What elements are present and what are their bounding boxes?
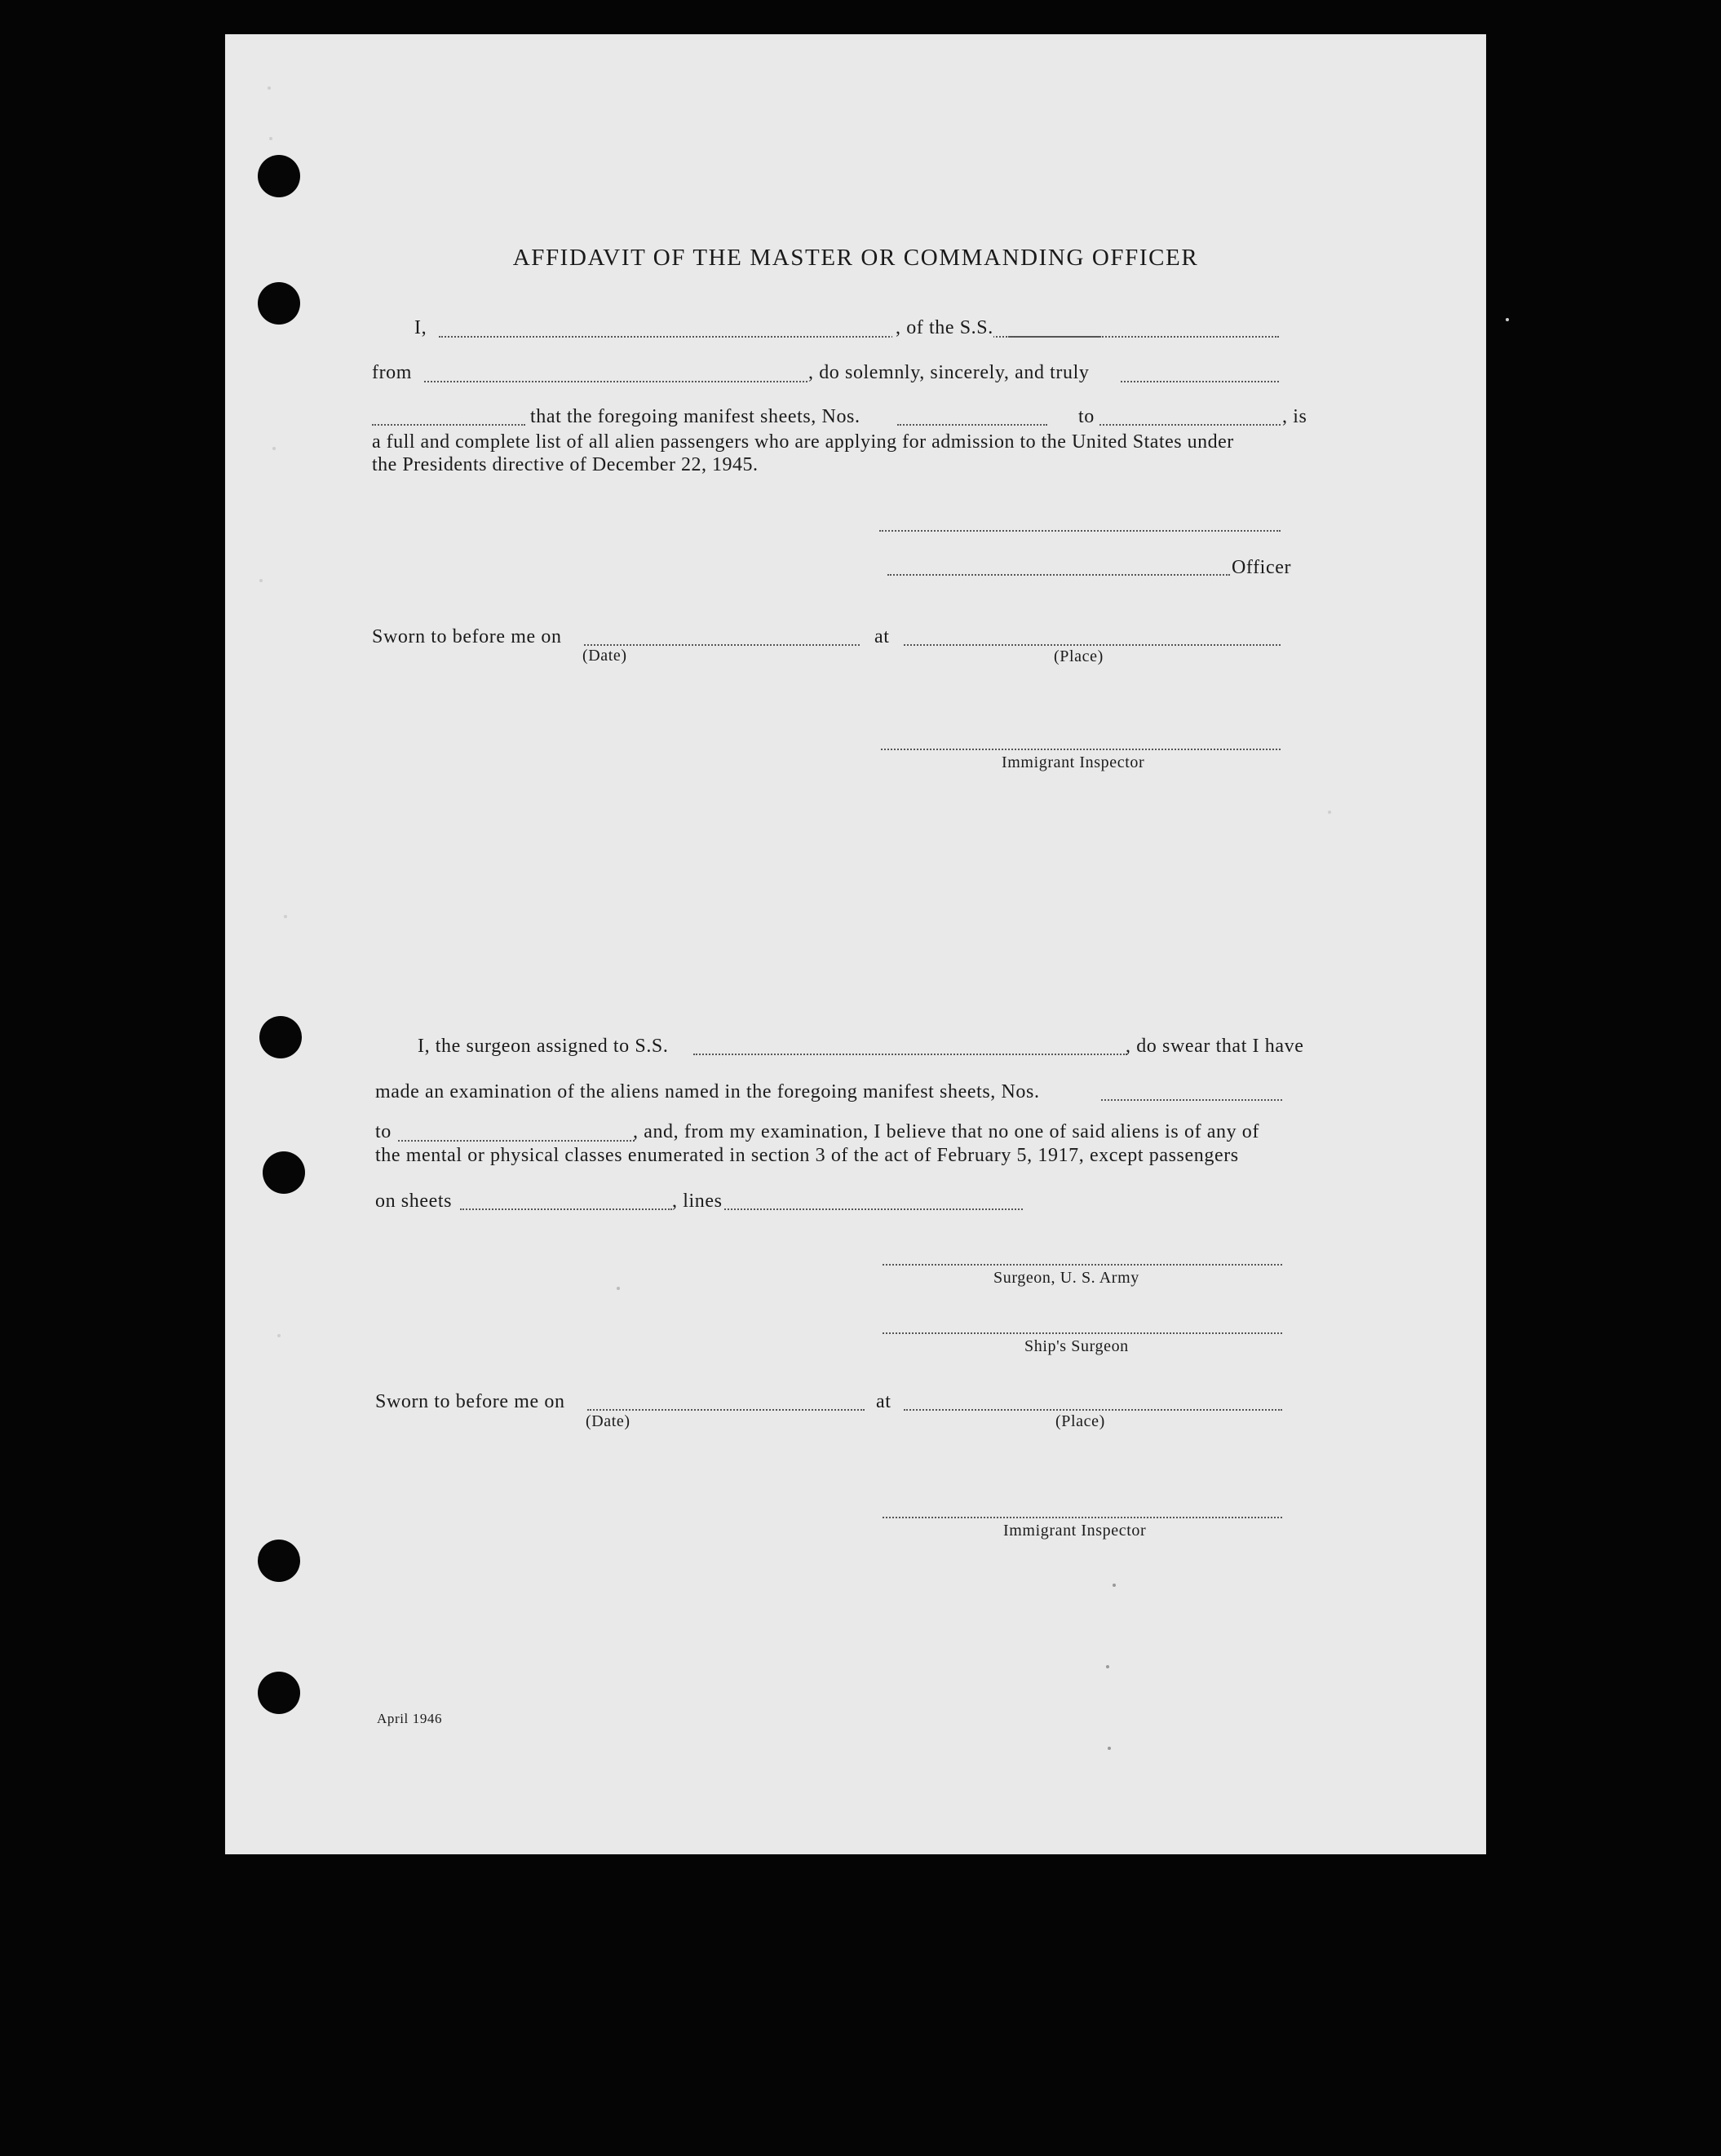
- surgeon-at-label: at: [876, 1391, 891, 1412]
- binder-hole: [258, 282, 300, 325]
- master-manifest-text: that the foregoing manifest sheets, Nos.: [530, 406, 860, 427]
- page-title: AFFIDAVIT OF THE MASTER OR COMMANDING OFFICER: [512, 245, 1199, 271]
- master-body-line: the Presidents directive of December 22, 1945.: [372, 454, 759, 475]
- master-sworn-text: Sworn to before me on: [372, 626, 562, 647]
- master-inspector-signature-field[interactable]: [881, 749, 1281, 750]
- paper-speck: [1106, 1665, 1109, 1668]
- film-speck: [1328, 811, 1331, 814]
- film-speck: [284, 915, 287, 918]
- binder-hole: [259, 1016, 302, 1058]
- surgeon-except-lines-field[interactable]: [724, 1208, 1023, 1210]
- master-signature-field[interactable]: [879, 530, 1281, 532]
- surgeon-inspector-caption: Immigrant Inspector: [1003, 1522, 1147, 1540]
- surgeon-date-field[interactable]: [587, 1409, 865, 1411]
- paper-speck: [617, 1287, 620, 1290]
- surgeon-exam-text: made an examination of the aliens named in the foregoing manifest sheets, Nos.: [375, 1081, 1040, 1102]
- master-ss-label: , of the S.S.: [892, 317, 993, 339]
- master-inspector-caption: Immigrant Inspector: [1002, 753, 1145, 771]
- master-sheets-to-field[interactable]: [1099, 424, 1281, 426]
- film-speck: [272, 447, 276, 450]
- binder-hole: [258, 1540, 300, 1582]
- affidavit-page: [225, 34, 1486, 1854]
- surgeon-sheets-to-field[interactable]: [398, 1140, 635, 1142]
- surgeon-sheets-label: on sheets: [375, 1191, 453, 1212]
- binder-hole: [258, 1672, 300, 1714]
- film-speck: [268, 86, 271, 90]
- master-is-text: , is: [1282, 406, 1307, 427]
- master-place-field[interactable]: [904, 644, 1281, 646]
- surgeon-place-caption: (Place): [1055, 1412, 1105, 1430]
- ship-surgeon-caption: Ship's Surgeon: [1024, 1337, 1129, 1355]
- paper-speck: [1113, 1584, 1116, 1587]
- officer-title-field[interactable]: [887, 574, 1230, 576]
- master-i-label: I,: [414, 317, 427, 338]
- master-to-label: to: [1078, 406, 1095, 427]
- paper-speck: [1108, 1747, 1111, 1750]
- officer-label: Officer: [1232, 557, 1292, 578]
- surgeon-lines-label: , lines: [672, 1191, 723, 1212]
- surgeon-date-caption: (Date): [586, 1412, 630, 1430]
- surgeon-swear-text: , do swear that I have: [1126, 1036, 1304, 1057]
- surgeon-inspector-signature-field[interactable]: [883, 1517, 1282, 1518]
- master-place-caption: (Place): [1054, 647, 1104, 665]
- film-speck: [1506, 318, 1509, 321]
- surgeon-intro-text: I, the surgeon assigned to S.S.: [418, 1036, 669, 1057]
- army-surgeon-signature-field[interactable]: [883, 1264, 1282, 1266]
- master-from-label: from: [372, 362, 413, 383]
- footer-date: April 1946: [377, 1711, 443, 1726]
- army-surgeon-caption: Surgeon, U. S. Army: [993, 1269, 1139, 1287]
- master-solemnly-text: , do solemnly, sincerely, and truly: [808, 362, 1090, 383]
- surgeon-sworn-text: Sworn to before me on: [375, 1391, 565, 1412]
- master-sheets-from-field[interactable]: [897, 424, 1047, 426]
- binder-hole: [263, 1151, 305, 1194]
- surgeon-to-label: to: [375, 1121, 392, 1142]
- ship-surgeon-signature-field[interactable]: [883, 1332, 1282, 1334]
- binder-hole: [258, 155, 300, 197]
- film-speck: [259, 579, 263, 582]
- master-date-field[interactable]: [584, 644, 860, 646]
- master-at-label: at: [874, 626, 890, 647]
- surgeon-belief-text: , and, from my examination, I believe that no one of said aliens is of any of: [633, 1121, 1260, 1142]
- master-ship-field[interactable]: [1008, 336, 1279, 338]
- master-from-field[interactable]: [424, 381, 807, 382]
- surgeon-sheets-from-field[interactable]: [1101, 1099, 1282, 1101]
- surgeon-act-text: the mental or physical classes enumerated in section 3 of the act of February 5, 1917, except passengers: [375, 1145, 1239, 1166]
- surgeon-except-sheets-field[interactable]: [460, 1208, 672, 1210]
- master-name-field[interactable]: [439, 336, 1101, 338]
- master-body-line: a full and complete list of all alien passengers who are applying for admission to the United States under: [372, 431, 1234, 453]
- master-date-caption: (Date): [582, 647, 627, 665]
- film-speck: [277, 1334, 281, 1337]
- surgeon-ship-field[interactable]: [693, 1054, 1127, 1055]
- film-speck: [269, 137, 272, 140]
- master-affirm-field[interactable]: [372, 424, 525, 426]
- master-oath-field[interactable]: [1121, 381, 1279, 382]
- surgeon-place-field[interactable]: [904, 1409, 1282, 1411]
